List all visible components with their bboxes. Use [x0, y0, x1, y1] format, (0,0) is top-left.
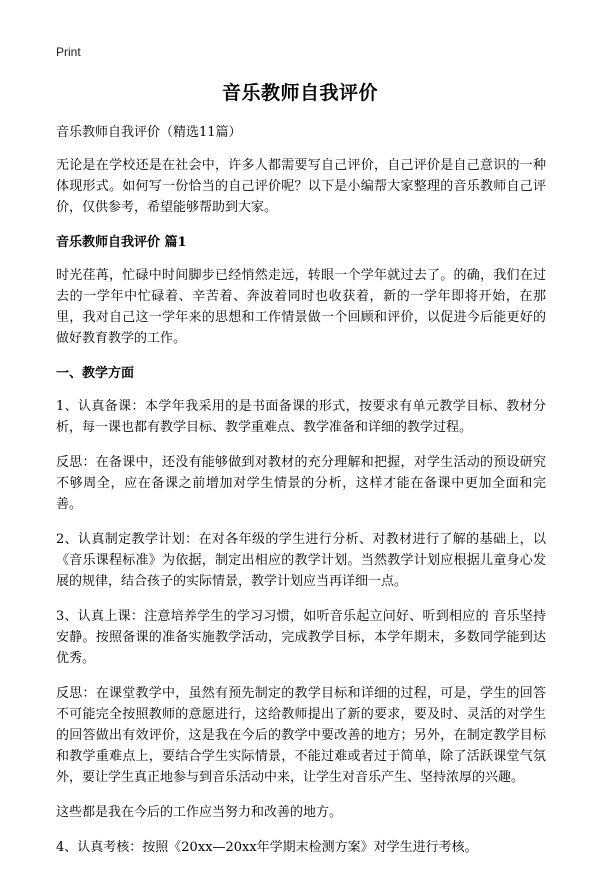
- item-1-paragraph: 1、认真备课：本学年我采用的是书面备课的形式，按要求有单元教学目标、教材分析，每一课也都有教学目标、教学重难点、教学准备和详细的教学过程。: [56, 399, 546, 435]
- reflection-1-paragraph: 反思：在备课中，还没有能够做到对教材的充分理解和把握，对学生活动的预设研究不够周全，应在备课之前增加对学生情景的分析，这样才能在备课中更加全面和完善。: [56, 455, 546, 512]
- item-2-paragraph: 2、认真制定教学计划：在对各年级的学生进行分析、对教材进行了解的基础上，以《音乐课程标准》为依据，制定出相应的教学计划。当然教学计划应根据儿童身心发展的规律，结合孩子的实际情景，教学计划应当再详细一点。: [56, 532, 546, 589]
- section-intro-paragraph: 时光荏苒，忙碌中时间脚步已经悄然走远，转眼一个学年就过去了。的确，我们在过去的一学年中忙碌着、辛苦着、奔波着同时也收获着，新的一学年即将开始，在那里，我对自己这一学年来的思想和工作情景做一个回顾和评价，以促进今后能更好的做好教育教学的工作。: [56, 268, 546, 346]
- teaching-subheading: 一、教学方面: [56, 366, 135, 381]
- page-title: 音乐教师自我评价: [221, 82, 378, 104]
- intro-paragraph: 无论是在学校还是在社会中，许多人都需要写自己评价，自己评价是自己意识的一种体现形式。如何写一份恰当的自己评价呢？以下是小编帮大家整理的音乐教师自己评价，仅供参考，希望能够帮助到大家。: [56, 158, 546, 215]
- reflection-3-paragraph: 反思：在课堂教学中，虽然有预先制定的教学目标和详细的过程，可是，学生的回答不可能完全按照教师的意愿进行，这给教师提出了新的要求，要及时、灵活的对学生的回答做出有效评价，这是我在今后的教学中要改善的地方；另外，在制定教学目标和教学重难点上，要结合学生实际情景，不能过难或者过于简单，除了活跃课堂气氛外，要让学生真正地参与到音乐活动中来，让学生对音乐产生、坚持浓厚的兴趣。: [56, 686, 546, 785]
- document-subtitle: 音乐教师自我评价（精选11篇）: [56, 125, 242, 140]
- document-body: [56, 122, 546, 872]
- print-link[interactable]: Print: [56, 45, 81, 59]
- section-heading: 音乐教师自我评价 篇1: [56, 235, 187, 250]
- closing-paragraph: 这些都是我在今后的工作应当努力和改善的地方。: [56, 805, 343, 820]
- item-4-paragraph: 4、认真考核：按照《20xx—20xx年学期末检测方案》对学生进行考核。: [56, 840, 478, 855]
- item-3-paragraph: 3、认真上课：注意培养学生的学习习惯，如听音乐起立问好、听到相应的 音乐坚持安静。按照备课的准备实施教学活动，完成教学目标，本学年期末，多数同学能到达优秀。: [56, 609, 546, 666]
